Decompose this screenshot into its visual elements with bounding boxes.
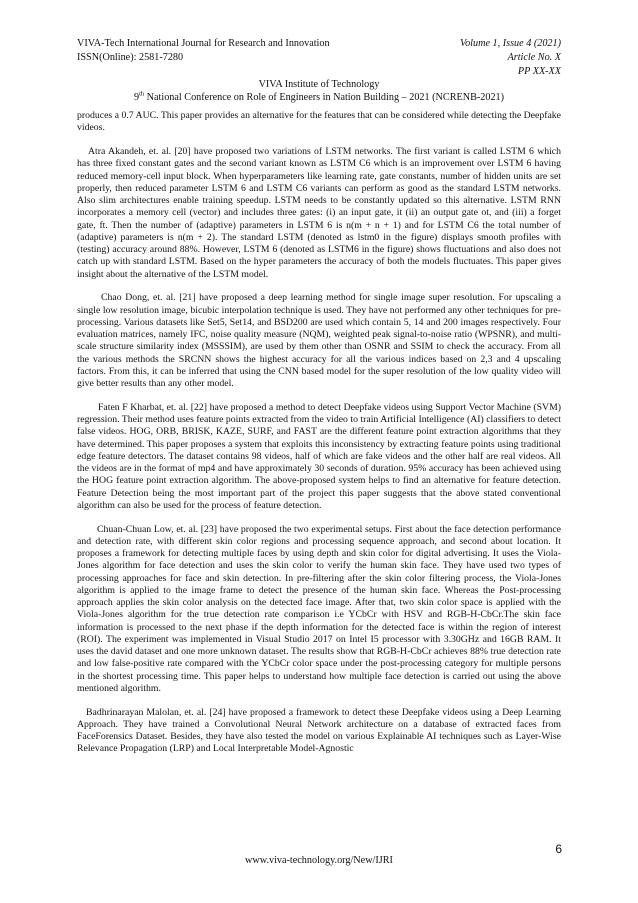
footer-url: www.viva-technology.org/New/IJRI (245, 855, 393, 866)
journal-name: VIVA-Tech International Journal for Research and Innovation (77, 38, 330, 49)
institute-name: VIVA Institute of Technology (258, 79, 380, 90)
header-left (77, 37, 330, 65)
body-text (77, 110, 561, 767)
paragraph: Chuan-Chuan Low, et. al. [23] have proposed the two experimental setups. First about the face detection performance and detection rate, with different skin color regions and processing sequence approach, and second about location. It proposes a framework for detecting multiple faces by using depth and skin color for digital advertising. It uses the Viola-Jones algorithm for face detection and uses the skin color to verify the human skin face. They have used two types of processing approaches for face and skin detection. In pre-filtering after the skin color filtering process, the Viola-Jones algorithm is applied to the image frame to detect the presence of the human skin face. Whereas the Post-processing approach applies the skin color analysis on the detected face image. After that, two skin color space is applied with the Viola-Jones algorithm for the true detection rate comparison i.e YCbCr with HSV and RGB-H-CbCr.The skin face information is processed to the next phase if the depth information for the detected face is within the region of interest (ROI). The experiment was implemented in Visual Studio 2017 on Intel I5 processor with 3.30GHz and 16GB RAM. It uses the david dataset and one more unknown dataset. The results show that RGB-H-CbCr achieves 88% true detection rate and low false-positive rate compared with the YCbCr color space under the post-processing category for multiple persons in the shortest processing time. This paper helps to understand how multiple face detection is carried out using the above mentioned algorithm. (77, 523, 561, 694)
paragraph: Chao Dong, et. al. [21] have proposed a deep learning method for single image super resolution. For upscaling a single low resolution image, bicubic interpolation technique is used. They have not performed any other techniques for pre-processing. Various datasets like Set5, Set14, and BSD200 are used which contain 5, 14 and 200 images respectively. Four evaluation matrices, namely IFC, noise quality measure (NQM), weighted peak signal-to-noise ratio (WPSNR), and multi-scale structure similarity index (MSSSIM), are used by them other than OSNR and SSIM to check the accuracy. From all the various methods the SRCNN shows the highest accuracy for all the various indices based on 2,3 and 4 upscaling factors. From this, it can be inferred that using the CNN based model for the super resolution of the low quality video will give better results than any other model. (77, 292, 561, 389)
issn: ISSN(Online): 2581-7280 (77, 52, 184, 63)
volume-issue: Volume 1, Issue 4 (2021) (459, 38, 561, 49)
page-range: PP XX-XX (517, 66, 561, 77)
header-right (460, 37, 561, 79)
paragraph: Badhrinarayan Malolan, et. al. [24] have proposed a framework to detect these Deepfake videos using a Deep Learning Approach. They have trained a Convolutional Neural Network architecture on a database of extracted faces from FaceForensics Dataset. Besides, they have also tested the model on various Explainable AI techniques such as Layer-Wise Relevance Propagation (LRP) and Local Interpretable Model-Agnostic (77, 706, 561, 755)
paragraph: produces a 0.7 AUC. This paper provides an alternative for the features that can be considered while detecting the Deepfake videos. (77, 110, 561, 134)
paragraph: Atra Akandeh, et. al. [20] have proposed two variations of LSTM networks. The first variant is called LSTM 6 which has three fixed constant gates and the second variant known as LSTM C6 which is an improvement over LSTM 6 having reduced memory-cell input block. When hyperparameters like learning rate, gate constants, number of hidden units are set properly, then reduced parameter LSTM 6 and LSTM C6 variants can perform as good as the standard LSTM networks. Also slim architectures enable training speedup. LSTM needs to be constantly updated so this alternative. LSTM RNN incorporates a memory cell (vector) and includes three gates: (i) an input gate, it (ii) an output gate ot, and (iii) a forget gate, ft. Then the number of (adaptive) parameters in LSTM 6 is n(m + n + 1) and for LSTM C6 the total number of (adaptive) parameters is n(m + 2). The standard LSTM (denoted as lstm0 in the figure) displays smooth profiles with (testing) accuracy around 88%. However, LSTM 6 (denoted as LSTM6 in the figure) shows fluctuations and also does not catch up with standard LSTM. Based on the hyper parameters the accuracy of both the models fluctuates. This paper gives insight about the alternative of the LSTM model. (77, 146, 561, 280)
page-number: 6 (555, 842, 562, 856)
paragraph: Faten F Kharbat, et. al. [22] have proposed a method to detect Deepfake videos using Support Vector Machine (SVM) regression. Their method uses feature points extracted from the video to train Artificial Intelligence (AI) classifiers to detect false videos. HOG, ORB, BRISK, KAZE, SURF, and FAST are the different feature point extraction algorithms that they have determined. This paper proposes a system that exploits this inconsistency by extracting feature points using traditional edge feature detectors. The dataset contains 98 videos, half of which are fake videos and the other half are real videos. All the videos are in the format of mp4 and have approximately 30 seconds of duration. 95% accuracy has been achieved using the HOG feature point extraction algorithm. The above-proposed system helps to find an alternative for feature detection. Feature Detection being the most important part of the project this paper suggests that the above stated conventional algorithm can also be used for the process of feature detection. (77, 401, 561, 511)
conference-name: 9th National Conference on Role of Engineers in Nation Building – 2021 (NCRENB-2021) (133, 90, 505, 103)
header-center (0, 78, 638, 104)
article-number: Article No. X (507, 52, 561, 63)
